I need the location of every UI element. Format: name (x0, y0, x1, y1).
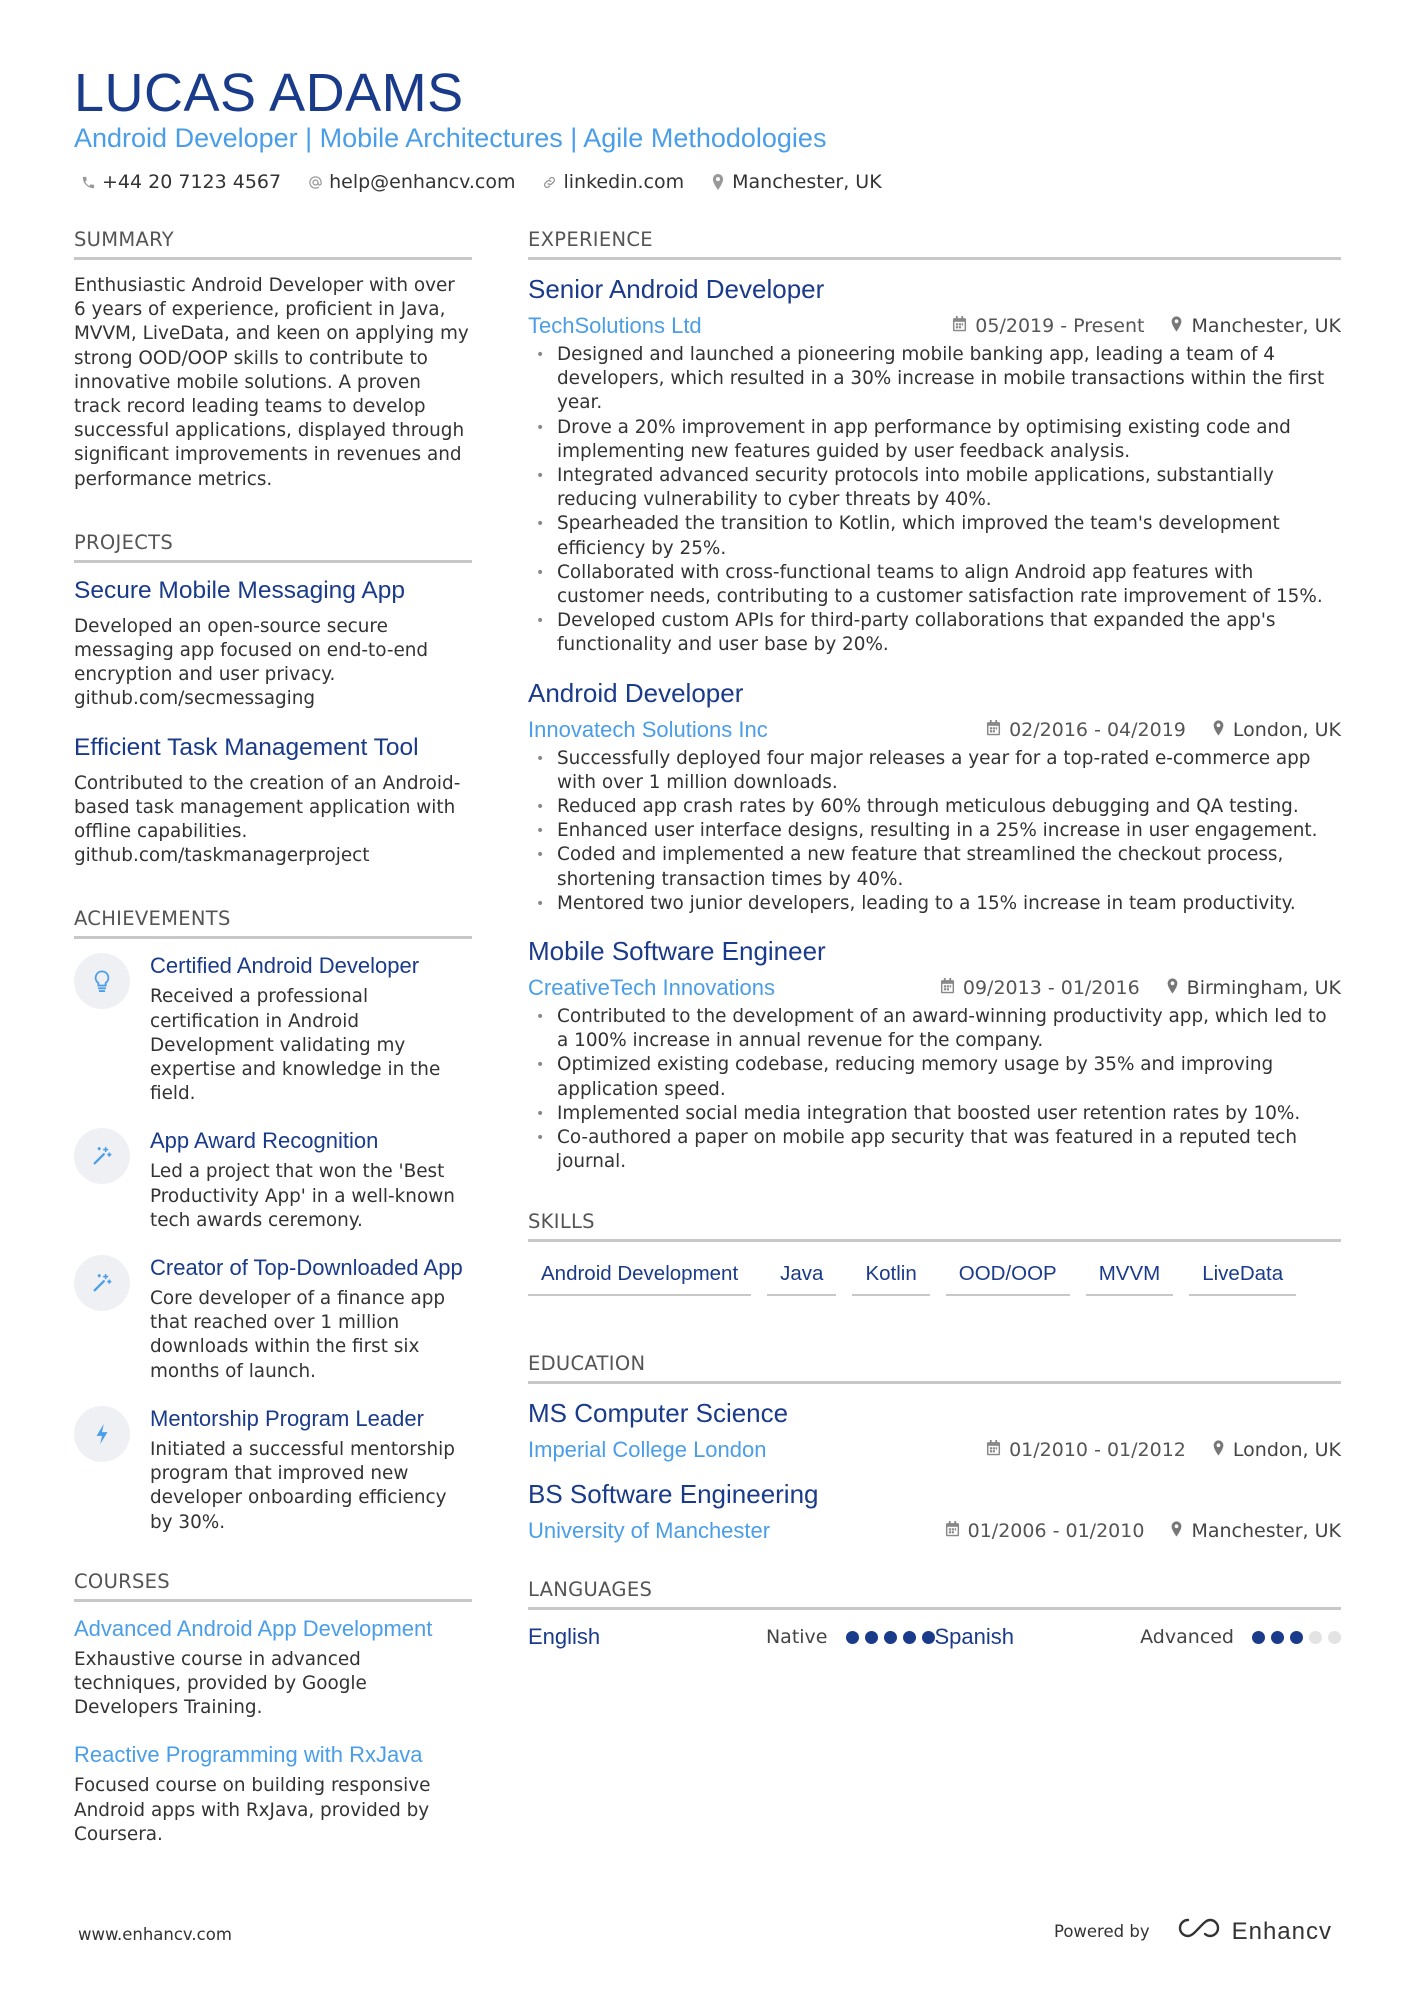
education-dates: 01/2010 - 01/2012 (1009, 1439, 1186, 1462)
achievement-title: Creator of Top-Downloaded App (150, 1255, 463, 1281)
job-title: Senior Android Developer (528, 274, 825, 304)
achievements-section (74, 907, 472, 1534)
contact-email-text: help@enhancv.com (329, 171, 516, 193)
rating-dot (865, 1631, 878, 1644)
project-title: Secure Mobile Messaging App (74, 576, 405, 604)
job-bullet: • Drove a 20% improvement in app performance by optimising existing code and implementing new features guided by user feedback analysis. (528, 416, 1341, 464)
achievement-description: Initiated a successful mentorship program that improved new developer onboarding efficiency by 30%. (150, 1438, 455, 1533)
candidate-name: LUCAS ADAMS (74, 63, 464, 123)
school-name: University of Manchester (528, 1518, 771, 1544)
job-bullet: • Co-authored a paper on mobile app security that was featured in a reputed tech journal. (528, 1126, 1341, 1174)
skills-heading: SKILLS (528, 1210, 1341, 1242)
job-bullet: • Spearheaded the transition to Kotlin, which improved the team's development efficiency by 25%. (528, 512, 1341, 560)
job-location: Manchester, UK (1191, 315, 1341, 337)
courses-section (74, 1570, 472, 1847)
skills-section (528, 1210, 1341, 1296)
map-pin-icon (1212, 719, 1225, 741)
project-item (74, 577, 472, 712)
summary-heading: SUMMARY (74, 228, 472, 260)
map-pin-icon (1212, 1439, 1225, 1461)
footer-branding (1054, 1916, 1332, 1947)
achievement-item (74, 953, 472, 1106)
education-heading: EDUCATION (528, 1352, 1341, 1384)
achievement-title: Mentorship Program Leader (150, 1405, 424, 1431)
job-bullet: • Collaborated with cross-functional teams to align Android app features with customer needs, contributing to a customer satisfaction rate improvement of 15%. (528, 561, 1341, 609)
skill-tag: MVVM (1086, 1256, 1174, 1296)
calendar-icon (952, 315, 967, 337)
projects-heading: PROJECTS (74, 531, 472, 563)
rating-dot (922, 1631, 935, 1644)
course-description: Focused course on building responsive Android apps with RxJava, provided by Coursera. (74, 1775, 431, 1845)
job-bullet: • Mentored two junior developers, leading to a 15% increase in team productivity. (528, 892, 1341, 916)
experience-heading: EXPERIENCE (528, 228, 1341, 260)
company-name: TechSolutions Ltd (528, 313, 702, 338)
lightbulb-icon (74, 953, 130, 1009)
powered-by-label: Powered by (1053, 1922, 1150, 1941)
language-level: Advanced (1140, 1626, 1234, 1649)
language-level: Native (765, 1626, 828, 1649)
map-pin-icon (1166, 977, 1179, 999)
at-sign-icon (307, 174, 323, 190)
projects-section (74, 531, 472, 869)
job-bullet: • Reduced app crash rates by 60% through meticulous debugging and QA testing. (528, 795, 1341, 819)
languages-list (528, 1624, 1341, 1650)
left-column (74, 228, 472, 1847)
job-meta (528, 975, 1341, 1001)
course-item (74, 1742, 472, 1847)
job-entry (528, 678, 1341, 916)
job-bullet: • Enhanced user interface designs, resulting in a 25% increase in user engagement. (528, 819, 1341, 843)
achievement-title: App Award Recognition (150, 1128, 379, 1154)
language-rating (1252, 1631, 1341, 1644)
calendar-icon (940, 977, 955, 999)
calendar-icon (945, 1520, 960, 1542)
achievement-item (74, 1255, 472, 1384)
rating-dot (846, 1631, 859, 1644)
achievements-heading: ACHIEVEMENTS (74, 907, 472, 939)
candidate-headline: Android Developer | Mobile Architectures | Agile Methodologies (74, 123, 827, 153)
magic-wand-icon (74, 1255, 130, 1311)
job-bullet: • Implemented social media integration that boosted user retention rates by 10%. (528, 1102, 1341, 1126)
contact-location-text: Manchester, UK (732, 171, 882, 193)
job-bullet: • Designed and launched a pioneering mobile banking app, leading a team of 4 developers, which resulted in a 30% increase in mobile transactions within the first year. (528, 343, 1341, 416)
degree-title: BS Software Engineering (528, 1479, 819, 1510)
job-bullet: • Successfully deployed four major releases a year for a top-rated e-commerce app with over 1 million downloads. (528, 747, 1341, 795)
achievement-description: Led a project that won the 'Best Productivity App' in a well-known tech awards ceremony. (150, 1161, 455, 1231)
job-bullet: • Integrated advanced security protocols into mobile applications, substantially reducing vulnerability to cyber threats by 40%. (528, 464, 1341, 512)
calendar-icon (986, 719, 1001, 741)
experience-section (528, 228, 1341, 1174)
job-bullets (528, 747, 1341, 916)
job-bullets (528, 1005, 1341, 1174)
summary-text: Enthusiastic Android Developer with over 6 years of experience, proficient in Java, MVVM, LiveData, and keen on applying my strong OOD/OOP skills to contribute to innovative mobile solutions. A proven track record leading teams to develop successful applications, displayed through significant improvements in revenues and performance metrics. (74, 275, 469, 490)
education-entry (528, 1479, 1341, 1544)
skill-tag: Kotlin (852, 1256, 929, 1296)
achievement-item (74, 1128, 472, 1233)
contact-phone (80, 171, 281, 193)
school-name: Imperial College London (528, 1437, 767, 1463)
brand-logo[interactable] (1176, 1916, 1332, 1947)
job-meta (528, 717, 1341, 743)
courses-heading: COURSES (74, 1570, 472, 1602)
skill-tag: Android Development (528, 1256, 751, 1296)
map-pin-icon (1170, 315, 1183, 337)
link-icon (541, 174, 557, 190)
contact-location (710, 171, 882, 193)
company-name: CreativeTech Innovations (528, 975, 776, 1001)
achievement-description: Core developer of a finance app that reached over 1 million downloads within the first six months of launch. (150, 1288, 446, 1382)
education-location: London, UK (1232, 1439, 1341, 1462)
calendar-icon (986, 1439, 1001, 1461)
rating-dot (1252, 1631, 1265, 1644)
lightning-bolt-icon (74, 1406, 130, 1462)
rating-dot (884, 1631, 897, 1644)
course-item (74, 1616, 472, 1721)
map-pin-icon (710, 174, 726, 190)
job-bullet: • Contributed to the development of an award-winning productivity app, which led to a 100% increase in annual revenue for the company. (528, 1005, 1341, 1053)
company-name: Innovatech Solutions Inc (528, 716, 768, 742)
education-dates: 01/2006 - 01/2010 (967, 1520, 1145, 1543)
job-entry (528, 936, 1341, 1174)
project-description: Developed an open-source secure messaging app focused on end-to-end encryption and user privacy. github.com/secmessaging (74, 615, 429, 710)
right-column (528, 228, 1341, 1650)
map-pin-icon (1170, 1520, 1183, 1542)
contact-phone-text: +44 20 7123 4567 (102, 171, 282, 193)
rating-dot (1328, 1631, 1341, 1644)
summary-section (74, 228, 472, 492)
skill-tag: OOD/OOP (946, 1256, 1070, 1296)
language-name: English (528, 1624, 601, 1650)
rating-dot (1290, 1631, 1303, 1644)
magic-wand-icon (74, 1128, 130, 1184)
languages-section (528, 1578, 1341, 1650)
achievement-item (74, 1406, 472, 1535)
infinity-logo-icon (1176, 1916, 1222, 1947)
contact-linkedin[interactable] (541, 171, 684, 193)
course-description: Exhaustive course in advanced techniques, provided by Google Developers Training. (74, 1648, 367, 1719)
job-dates: 02/2016 - 04/2019 (1009, 718, 1186, 741)
skills-list (528, 1256, 1341, 1296)
skill-tag: LiveData (1189, 1256, 1296, 1296)
job-bullet: • Optimized existing codebase, reducing memory usage by 35% and improving application speed. (528, 1053, 1341, 1101)
course-title: Advanced Android App Development (74, 1615, 433, 1641)
job-location: London, UK (1232, 718, 1341, 741)
phone-icon (80, 174, 96, 190)
job-dates: 05/2019 - Present (975, 315, 1145, 337)
job-bullet: • Coded and implemented a new feature that streamlined the checkout process, shortening transaction times by 40%. (528, 843, 1341, 891)
contact-bar (80, 171, 882, 193)
degree-title: MS Computer Science (528, 1398, 789, 1429)
footer-website[interactable]: www.enhancv.com (78, 1925, 232, 1944)
language-item (528, 1624, 935, 1650)
skill-tag: Java (767, 1256, 836, 1296)
job-title: Mobile Software Engineer (528, 936, 826, 967)
achievement-description: Received a professional certification in Android Development validating my expertise and knowledge in the field. (150, 986, 441, 1105)
language-item (935, 1624, 1342, 1650)
course-title: Reactive Programming with RxJava (74, 1742, 423, 1768)
project-title: Efficient Task Management Tool (74, 733, 419, 761)
brand-name: Enhancv (1231, 1917, 1332, 1945)
education-entry (528, 1398, 1341, 1463)
achievement-title: Certified Android Developer (150, 953, 420, 979)
language-name: Spanish (934, 1624, 1015, 1650)
job-bullets (528, 343, 1341, 658)
rating-dot (903, 1631, 916, 1644)
job-title: Android Developer (528, 677, 744, 708)
contact-linkedin-text: linkedin.com (563, 171, 685, 193)
job-location: Birmingham, UK (1186, 977, 1341, 1000)
job-meta (528, 313, 1341, 339)
education-section (528, 1352, 1341, 1544)
job-bullet: • Developed custom APIs for third-party collaborations that expanded the app's functionality and user base by 20%. (528, 609, 1341, 657)
job-entry (528, 274, 1341, 658)
education-location: Manchester, UK (1191, 1520, 1341, 1543)
job-dates: 09/2013 - 01/2016 (962, 977, 1140, 1000)
rating-dot (1309, 1631, 1322, 1644)
project-item (74, 734, 472, 869)
project-description: Contributed to the creation of an Android-based task management application with offline capabilities. github.com/taskmanagerproject (74, 772, 461, 867)
rating-dot (1271, 1631, 1284, 1644)
language-rating (846, 1631, 935, 1644)
contact-email[interactable] (307, 171, 515, 193)
languages-heading: LANGUAGES (528, 1578, 1341, 1610)
